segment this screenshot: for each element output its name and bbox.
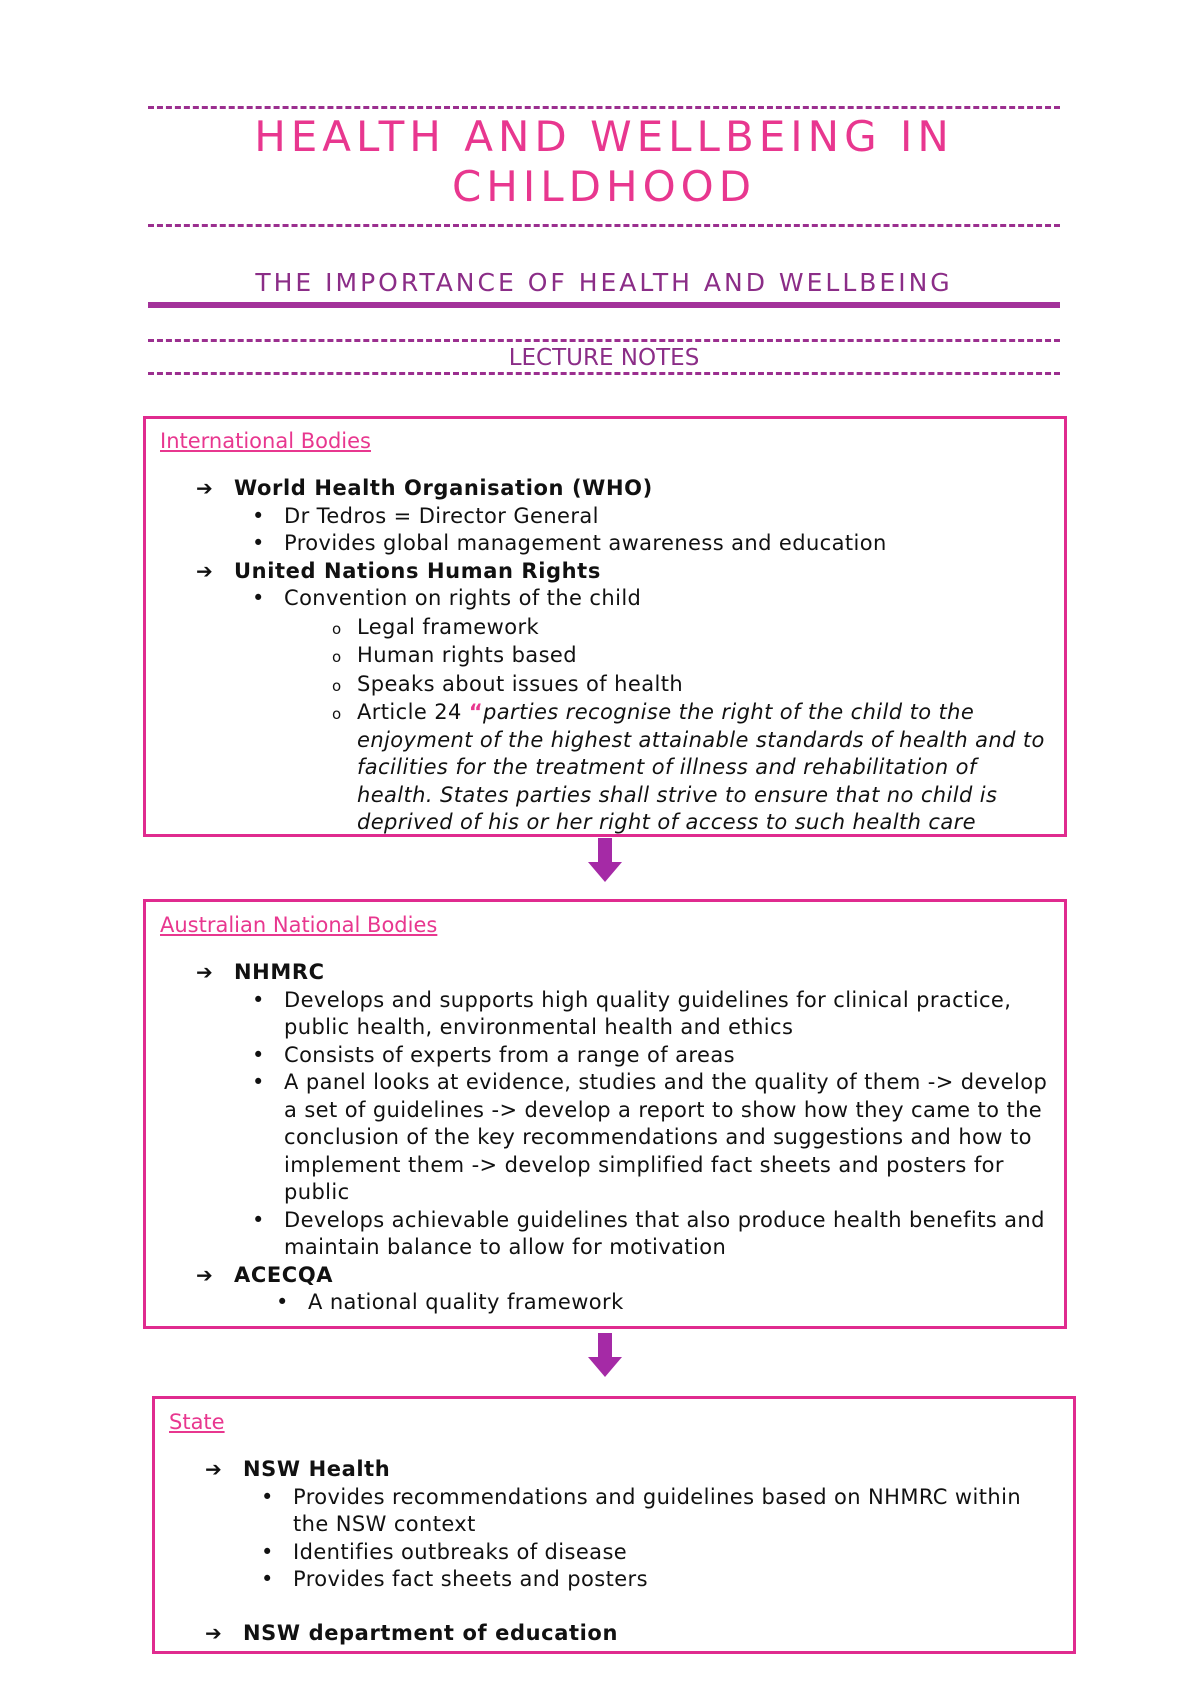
list-item-text: Dr Tedros = Director General	[284, 503, 599, 528]
list-item-text: Provides recommendations and guidelines based on NHMRC within the NSW context	[293, 1484, 1022, 1536]
list-item-text: A national quality framework	[308, 1290, 624, 1314]
org-name: United Nations Human Rights	[234, 558, 601, 583]
bullet-icon: •	[252, 1070, 265, 1094]
national-bodies-box	[143, 899, 1067, 1329]
arrow-icon: ➔	[196, 960, 214, 984]
article-quote: parties recognise the right of the child to the enjoyment of the highest attainable standards of health and to facilities for the treatment of illness and rehabilitation of health. States parties shall strive to ensure that no child is deprived of his or her right of access to such health care	[357, 700, 1045, 834]
org-name: NSW department of education	[243, 1620, 619, 1645]
org-name: NHMRC	[234, 960, 325, 984]
list-item-text: Provides fact sheets and posters	[293, 1567, 648, 1591]
list-item-text: Provides global management awareness and education	[284, 531, 887, 555]
list-item-text: Convention on rights of the child	[284, 586, 642, 610]
international-heading: International Bodies	[160, 429, 371, 453]
org-name: ACECQA	[234, 1262, 334, 1287]
list-item-text: A panel looks at evidence, studies and the quality of them -> develop a set of guidelines -> develop a report to show how they came to the conclusion of the key recommendations and suggestions and how to implement them -> develop simplified fact sheets and posters for public	[284, 1070, 1048, 1204]
org-acecqa	[160, 1262, 1050, 1290]
list-item-text: Develops and supports high quality guidelines for clinical practice, public health, environmental health and ethics	[284, 987, 1012, 1039]
bullet-icon: •	[252, 1042, 265, 1067]
subtitle-rule	[148, 302, 1060, 308]
org-nhmrc	[160, 959, 1050, 987]
org-who	[160, 475, 1050, 503]
list-item-text: Consists of experts from a range of areas	[284, 1042, 735, 1067]
sub-list-item	[160, 614, 1050, 642]
title-top-rule	[148, 106, 1060, 109]
list-item	[160, 503, 1050, 531]
list-item	[160, 530, 1050, 558]
bullet-icon: •	[252, 503, 265, 528]
national-heading: Australian National Bodies	[160, 913, 438, 937]
sub-list-item-text: Legal framework	[357, 614, 540, 639]
arrow-icon: ➔	[205, 1620, 223, 1645]
sub-list-item	[160, 642, 1050, 670]
page-title: HEALTH AND WELLBEING IN CHILDHOOD	[254, 112, 954, 211]
list-item	[160, 1207, 1050, 1262]
state-box	[152, 1396, 1076, 1654]
list-item	[160, 1069, 1050, 1207]
sub-bullet-icon: o	[332, 705, 342, 723]
down-arrow-icon	[585, 1333, 625, 1381]
org-name: World Health Organisation (WHO)	[234, 476, 653, 500]
bullet-icon: •	[252, 586, 265, 610]
bullet-icon: •	[252, 1207, 265, 1232]
arrow-icon: ➔	[205, 1457, 223, 1481]
bullet-icon: •	[252, 531, 265, 555]
list-item	[160, 987, 1050, 1042]
bullet-icon: •	[252, 987, 265, 1012]
bullet-icon: •	[261, 1484, 274, 1509]
state-heading: State	[169, 1410, 225, 1434]
list-item	[169, 1566, 1059, 1594]
list-item	[169, 1484, 1059, 1539]
list-item	[160, 1289, 1050, 1317]
page-subtitle: THE IMPORTANCE OF HEALTH AND WELLBEING	[255, 268, 953, 297]
org-name: NSW Health	[243, 1457, 391, 1481]
international-bodies-box	[143, 416, 1067, 837]
article-label: Article 24	[357, 700, 469, 724]
quote-mark: “	[468, 700, 484, 724]
list-item	[160, 585, 1050, 613]
title-bottom-rule	[148, 224, 1060, 227]
lecture-top-rule	[148, 339, 1060, 342]
arrow-icon: ➔	[196, 1262, 214, 1287]
sub-list-item	[160, 671, 1050, 699]
org-nsw-education	[169, 1620, 1059, 1648]
sub-bullet-icon: o	[332, 619, 342, 638]
section-label: LECTURE NOTES	[508, 345, 700, 371]
list-item	[169, 1539, 1059, 1567]
bullet-icon: •	[261, 1539, 274, 1564]
down-arrow-icon	[585, 838, 625, 886]
list-item-text: Identifies outbreaks of disease	[293, 1539, 628, 1564]
list-item	[160, 1042, 1050, 1070]
lecture-bottom-rule	[148, 372, 1060, 375]
sub-list-item-text: Human rights based	[357, 643, 577, 667]
list-item-text: Develops achievable guidelines that also produce health benefits and maintain balance to allow for motivation	[284, 1207, 1045, 1259]
sub-list-item-text: Speaks about issues of health	[357, 671, 684, 696]
org-nsw-health	[169, 1456, 1059, 1484]
sub-bullet-icon: o	[332, 648, 342, 666]
bullet-icon: •	[261, 1567, 274, 1591]
arrow-icon: ➔	[196, 476, 214, 500]
org-unhr	[160, 558, 1050, 586]
bullet-icon: •	[276, 1290, 289, 1314]
article-24-item	[160, 699, 1050, 837]
sub-bullet-icon: o	[332, 676, 342, 695]
arrow-icon: ➔	[196, 558, 214, 583]
spacer	[169, 1594, 1059, 1620]
